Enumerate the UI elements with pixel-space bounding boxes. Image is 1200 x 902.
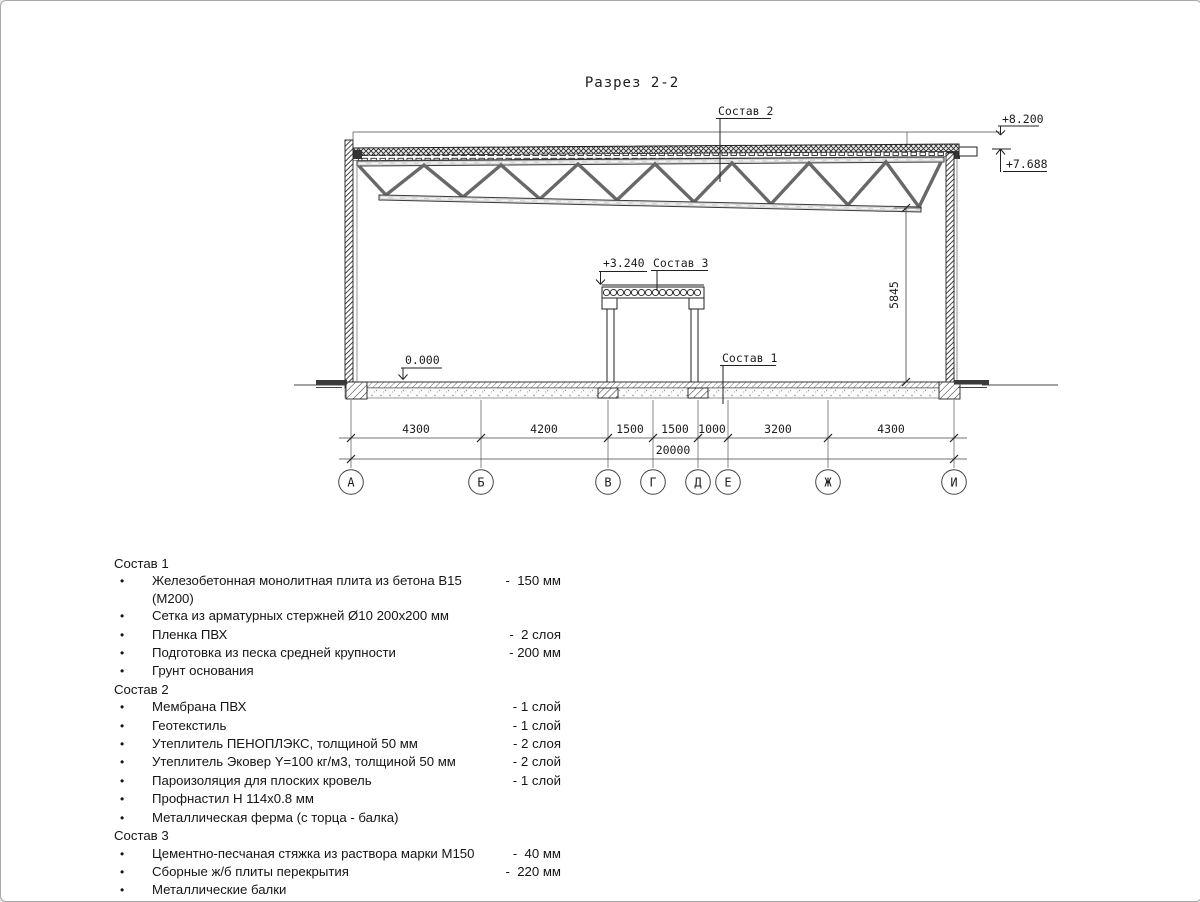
dim-label-6: 4300 xyxy=(877,422,905,436)
bullet-icon: • xyxy=(120,846,125,861)
svg-text:+8.200: +8.200 xyxy=(1002,112,1044,126)
axis-letter-i: И xyxy=(950,475,958,490)
label-sostav-2: Состав 2 xyxy=(718,104,774,118)
right-wall xyxy=(946,153,957,383)
bullet-icon: • xyxy=(120,574,125,589)
legend-item: • Сетка из арматурных стержней Ø10 200x200 мм xyxy=(114,607,561,625)
extension-lines xyxy=(351,400,954,468)
legend-item: • Мембрана ПВХ - 1 слой xyxy=(114,698,561,716)
column-footing-left xyxy=(598,388,618,398)
materials-legend xyxy=(114,555,561,900)
axis-letter-d: Д xyxy=(694,475,702,490)
footing-ledge-left xyxy=(316,380,347,385)
wall-foundation-right xyxy=(939,382,960,399)
vertical-dimension xyxy=(887,204,922,386)
dim-label-2: 1500 xyxy=(616,422,644,436)
mezzanine-platform xyxy=(602,285,704,383)
axis-letter-v: В xyxy=(604,475,612,490)
svg-text:+3.240: +3.240 xyxy=(603,256,645,270)
legend-item: • Сборные ж/б плиты перекрытия - 220 мм xyxy=(114,863,561,881)
axis-letter-g: Г xyxy=(649,475,657,490)
bullet-icon: • xyxy=(120,810,125,825)
label-sostav-1: Состав 1 xyxy=(722,351,778,365)
dim-label-5: 3200 xyxy=(764,422,792,436)
legend-item: • Утеплитель ПЕНОПЛЭКС, толщиной 50 мм - 2 слоя xyxy=(114,735,561,753)
dim-label-3: 1500 xyxy=(661,422,689,436)
legend-item: • Цементно-песчаная стяжка из раствора марки М150 - 40 мм xyxy=(114,845,561,863)
legend-item: • Подготовка из песка средней крупности - 200 мм xyxy=(114,644,561,662)
wall-foundation-left xyxy=(346,382,367,399)
column-footing-right xyxy=(688,388,708,398)
footing-ledge-right xyxy=(954,380,989,385)
dim-height-label: 5845 xyxy=(887,281,901,309)
legend-item: • Геотекстиль - 1 слой xyxy=(114,717,561,735)
svg-text:0.000: 0.000 xyxy=(405,353,440,367)
dim-label-total: 20000 xyxy=(655,443,691,457)
axis-letter-e: Е xyxy=(724,475,732,490)
bullet-icon: • xyxy=(120,773,125,788)
drawing-title: Разрез 2-2 xyxy=(584,75,680,91)
beam-left xyxy=(602,298,617,309)
legend-item: • Утеплитель Эковер Y=100 кг/м3, толщиной 50 мм - 2 слой xyxy=(114,753,561,771)
elevation-floor xyxy=(399,353,443,380)
legend-item: • Профнастил Н 114x0.8 мм xyxy=(114,790,561,808)
bullet-icon: • xyxy=(120,864,125,879)
bullet-icon: • xyxy=(120,664,125,679)
left-wall xyxy=(345,140,357,383)
bullet-icon: • xyxy=(120,883,125,898)
beam-right xyxy=(689,298,704,309)
legend-item: • Металлическая ферма (с торца - балка) xyxy=(114,809,561,827)
axis-markers xyxy=(339,470,967,495)
bullet-icon: • xyxy=(120,718,125,733)
elevation-roof xyxy=(992,149,1048,172)
bullet-icon: • xyxy=(120,646,125,661)
legend-header-2: Состав 2 xyxy=(114,681,169,697)
legend-item: • Металлические балки xyxy=(114,881,561,899)
axis-letter-b: Б xyxy=(477,475,485,490)
dim-label-1: 4200 xyxy=(530,422,558,436)
bullet-icon: • xyxy=(120,737,125,752)
legend-item: • Железобетонная монолитная плита из бетона В15 (М200) - 150 мм xyxy=(114,572,561,607)
elevation-mezzanine xyxy=(596,256,647,285)
bullet-icon: • xyxy=(120,755,125,770)
bullet-icon: • xyxy=(120,627,125,642)
steel-truss xyxy=(357,157,944,212)
roof-left-bearing xyxy=(353,150,362,159)
bullet-icon: • xyxy=(120,700,125,715)
dim-label-0: 4300 xyxy=(402,422,430,436)
column-right xyxy=(691,309,698,383)
elevation-parapet xyxy=(996,112,1044,135)
bullet-icon: • xyxy=(120,609,125,624)
label-sostav-3: Состав 3 xyxy=(653,256,709,270)
legend-header-1: Состав 1 xyxy=(114,556,169,571)
axis-letter-zh: Ж xyxy=(824,475,832,490)
dim-label-4: 1000 xyxy=(698,422,726,436)
legend-header-3: Состав 3 xyxy=(114,828,169,844)
column-left xyxy=(607,309,614,383)
axis-letter-a: А xyxy=(347,475,355,490)
svg-text:+7.688: +7.688 xyxy=(1006,157,1048,171)
legend-item: • Грунт основания xyxy=(114,662,561,680)
floor-slab xyxy=(345,382,946,398)
bullet-icon: • xyxy=(120,792,125,807)
legend-item: • Пароизоляция для плоских кровель - 1 слой xyxy=(114,772,561,790)
legend-item: • Пленка ПВХ - 2 слоя xyxy=(114,626,561,644)
parapet-cap xyxy=(959,147,977,156)
dimension-block xyxy=(339,400,967,468)
